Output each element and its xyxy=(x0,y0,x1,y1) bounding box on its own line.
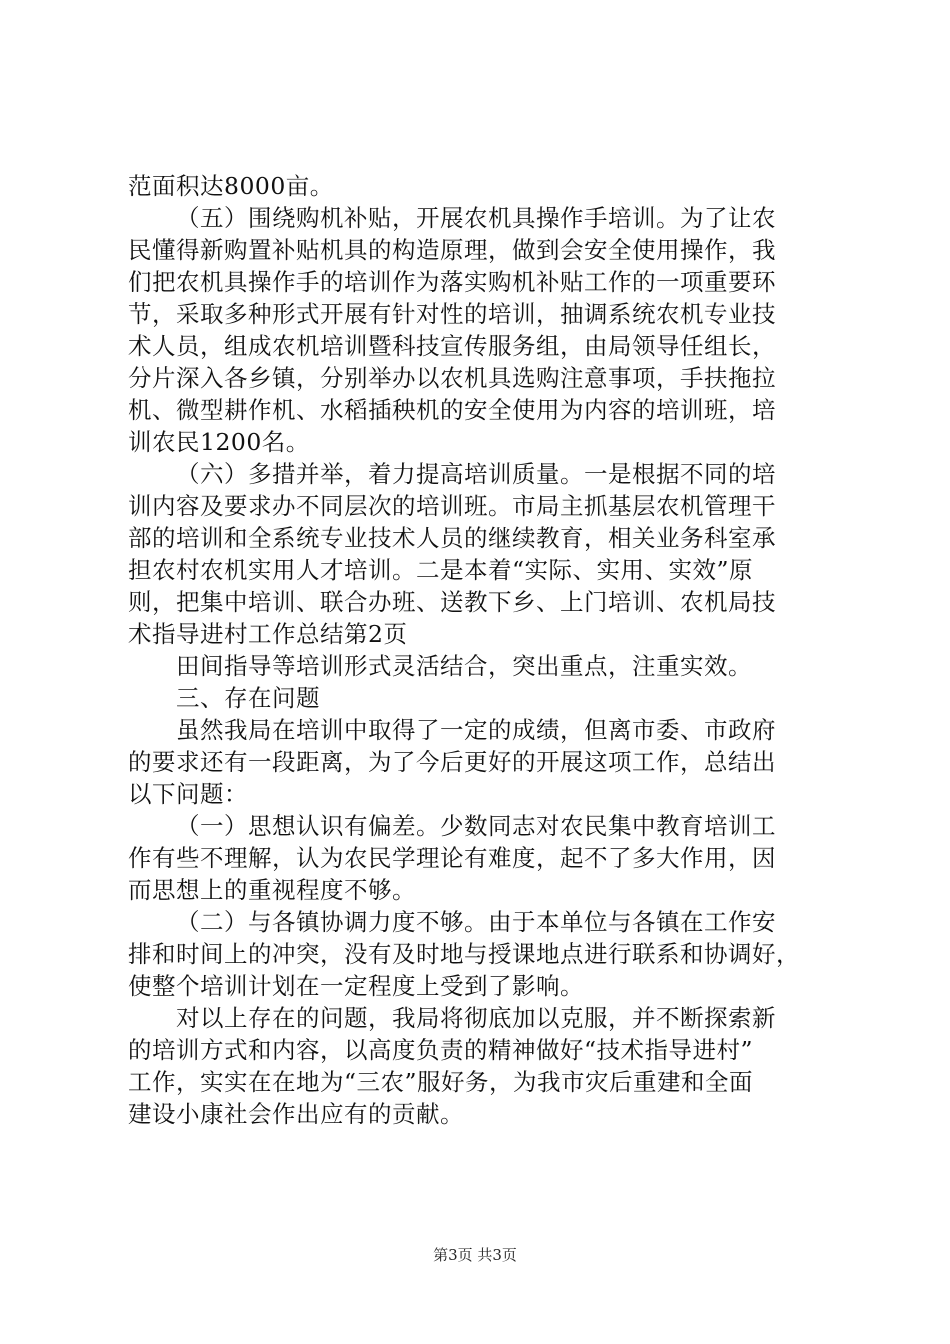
text-line: 机、微型耕作机、水稻插秧机的安全使用为内容的培训班，培 xyxy=(128,396,776,424)
page-number-footer: 第3页 共3页 xyxy=(433,1246,517,1264)
text-line: 而思想上的重视程度不够。 xyxy=(128,876,416,904)
text-line: 术人员，组成农机培训暨科技宣传服务组，由局领导任组长， xyxy=(128,332,776,360)
text-line: 田间指导等培训形式灵活结合，突出重点，注重实效。 xyxy=(176,652,752,680)
text-line: 的要求还有一段距离，为了今后更好的开展这项工作，总结出 xyxy=(128,748,776,776)
text-line: 工作，实实在在地为“三农”服好务，为我市灾后重建和全面 xyxy=(128,1068,754,1096)
problem-2-heading-line: （二）与各镇协调力度不够。由于本单位与各镇在工作安 xyxy=(176,908,776,936)
text-line: 虽然我局在培训中取得了一定的成绩，但离市委、市政府 xyxy=(176,716,776,744)
text-line: 分片深入各乡镇，分别举办以农机具选购注意事项，手扶拖拉 xyxy=(128,364,776,392)
text-line: 部的培训和全系统专业技术人员的继续教育，相关业务科室承 xyxy=(128,524,776,552)
text-line: 术指导进村工作总结第2页 xyxy=(128,620,408,648)
text-line: 对以上存在的问题，我局将彻底加以克服，并不断探索新 xyxy=(176,1004,776,1032)
text-line: 的培训方式和内容，以高度负责的精神做好“技术指导进村” xyxy=(128,1036,754,1064)
paragraph-6-heading-line: （六）多措并举，着力提高培训质量。一是根据不同的培 xyxy=(176,460,776,488)
text-line: 使整个培训计划在一定程度上受到了影响。 xyxy=(128,972,584,1000)
text-line: 以下问题： xyxy=(128,780,248,808)
text-line: 担农村农机实用人才培训。二是本着“实际、实用、实效”原 xyxy=(128,556,754,584)
text-line: 们把农机具操作手的培训作为落实购机补贴工作的一项重要环 xyxy=(128,268,776,296)
paragraph-5-heading-line: （五）围绕购机补贴，开展农机具操作手培训。为了让农 xyxy=(176,204,776,232)
section-heading: 三、存在问题 xyxy=(176,684,320,712)
text-line: 排和时间上的冲突，没有及时地与授课地点进行联系和协调好， xyxy=(128,940,800,968)
text-line: 范面积达8000亩。 xyxy=(128,172,334,200)
problem-1-heading-line: （一）思想认识有偏差。少数同志对农民集中教育培训工 xyxy=(176,812,776,840)
text-line: 建设小康社会作出应有的贡献。 xyxy=(128,1100,464,1128)
text-line: 节，采取多种形式开展有针对性的培训，抽调系统农机专业技 xyxy=(128,300,776,328)
text-line: 训内容及要求办不同层次的培训班。市局主抓基层农机管理干 xyxy=(128,492,776,520)
text-line: 作有些不理解，认为农民学理论有难度，起不了多大作用，因 xyxy=(128,844,776,872)
text-line: 训农民1200名。 xyxy=(128,428,310,456)
text-line: 民懂得新购置补贴机具的构造原理，做到会安全使用操作，我 xyxy=(128,236,776,264)
text-line: 则，把集中培训、联合办班、送教下乡、上门培训、农机局技 xyxy=(128,588,776,616)
